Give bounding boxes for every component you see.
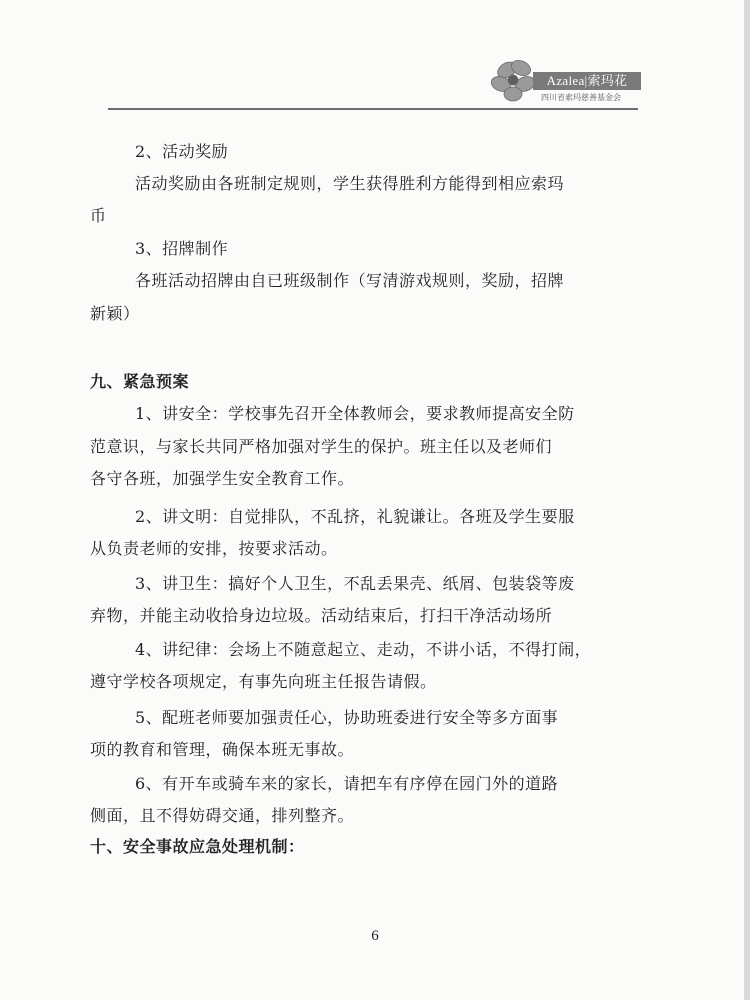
activity-reward-text-line1: 活动奖励由各班制定规则，学生获得胜利方能得到相应索玛 <box>135 174 565 193</box>
hygiene-line1: 3、讲卫生：搞好个人卫生，不乱丢果壳、纸屑、包装袋等废 <box>135 574 575 593</box>
signboard-text-line1: 各班活动招牌由自已班级制作（写清游戏规则，奖励，招牌 <box>135 271 565 290</box>
signboard-text-line2: 新颖） <box>90 304 140 323</box>
header-divider <box>108 108 638 110</box>
activity-reward-heading: 2、活动奖励 <box>135 142 229 161</box>
page-number: 6 <box>371 928 379 944</box>
section-10-title: 十、安全事故应急处理机制： <box>90 837 305 856</box>
discipline-line1: 4、讲纪律：会场上不随意起立、走动，不讲小话，不得打闹， <box>135 640 592 659</box>
civility-line1: 2、讲文明：自觉排队，不乱挤，礼貌谦让。各班及学生要服 <box>135 507 575 526</box>
teacher-duty-line2: 项的教育和管理，确保本班无事故。 <box>90 740 355 759</box>
civility-line2: 从负责老师的安排，按要求活动。 <box>90 539 338 558</box>
safety-line1: 1、讲安全：学校事先召开全体教师会，要求教师提高安全防 <box>135 404 575 423</box>
logo-subtitle: 四川省索玛慈善基金会 <box>541 93 621 102</box>
logo-banner-text: Azalea|索玛花 <box>533 72 641 90</box>
discipline-line2: 遵守学校各项规定，有事先向班主任报告请假。 <box>90 672 437 691</box>
safety-line2: 范意识，与家长共同严格加强对学生的保护。班主任以及老师们 <box>90 437 553 456</box>
safety-line3: 各守各班，加强学生安全教育工作。 <box>90 469 355 488</box>
activity-reward-text-line2: 币 <box>90 206 107 225</box>
teacher-duty-line1: 5、配班老师要加强责任心，协助班委进行安全等多方面事 <box>135 708 559 727</box>
parking-line2: 侧面，且不得妨碍交通，排列整齐。 <box>90 806 355 825</box>
hygiene-line2: 弃物，并能主动收拾身边垃圾。活动结束后，打扫干净活动场所 <box>90 606 553 625</box>
parking-line1: 6、有开车或骑车来的家长，请把车有序停在园门外的道路 <box>135 774 559 793</box>
section-9-title: 九、紧急预案 <box>90 372 190 391</box>
foundation-logo <box>485 52 645 110</box>
signboard-heading: 3、招牌制作 <box>135 239 229 258</box>
